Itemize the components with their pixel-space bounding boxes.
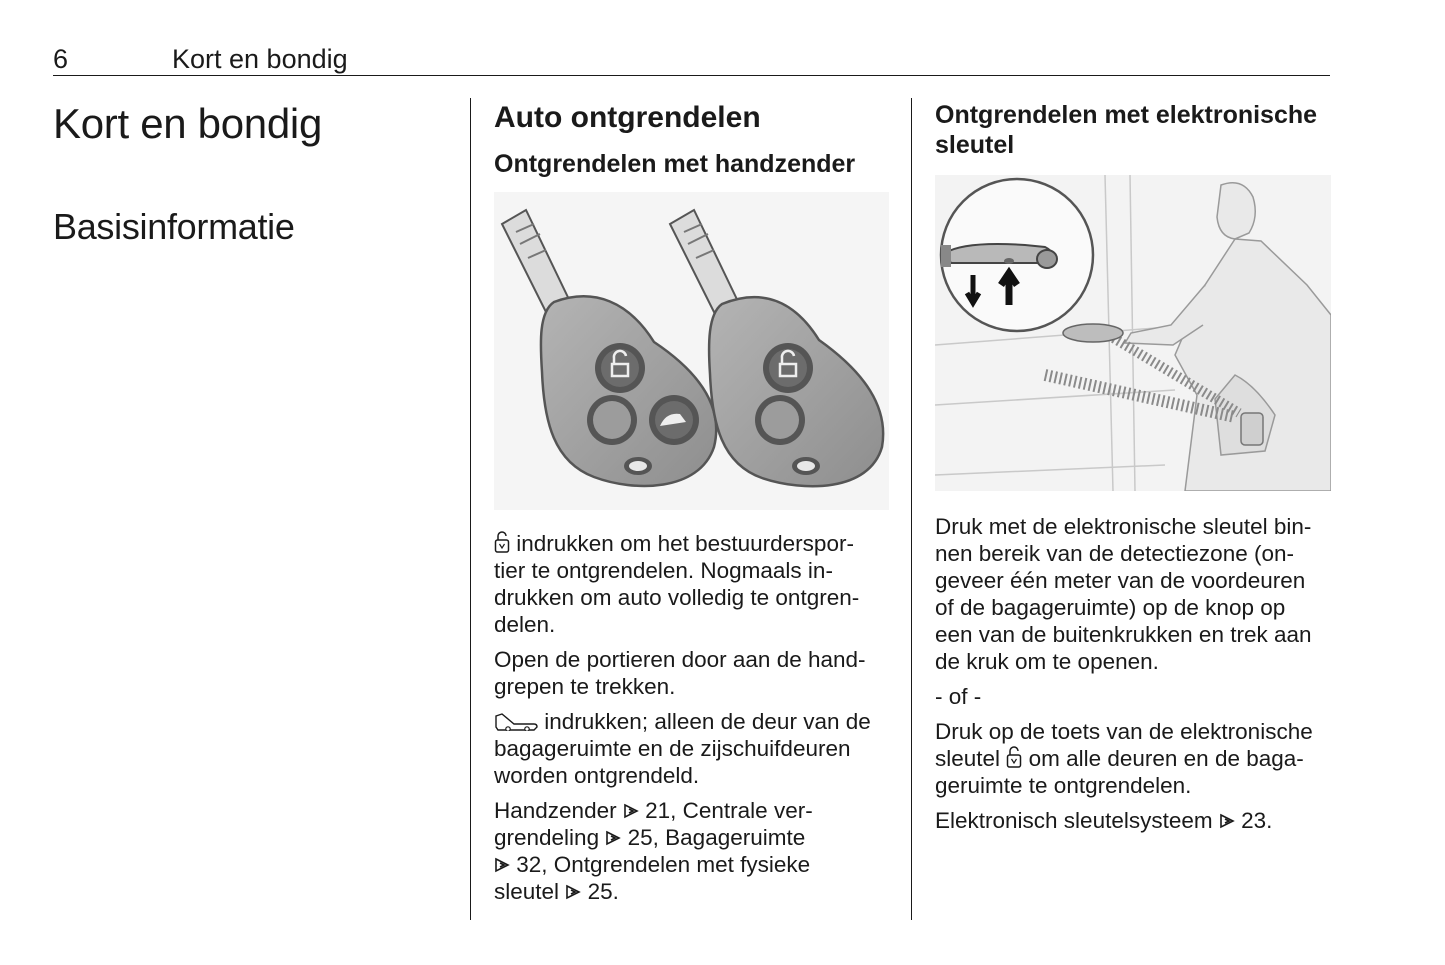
text-line: indrukken om het bestuurderspor- xyxy=(516,531,854,556)
paragraph-cargo-unlock xyxy=(494,708,894,789)
text-line: delen. xyxy=(494,612,556,637)
key-fob-right xyxy=(709,297,883,486)
paragraph-unlock-driver xyxy=(494,530,894,638)
unlock-icon xyxy=(1006,746,1022,768)
text-line: Druk met de elektronische sleutel bin- xyxy=(935,514,1312,539)
text-line: Elektronisch sleutelsysteem xyxy=(935,808,1213,833)
text-line: 21, Centrale ver- xyxy=(645,798,813,823)
text-line: sleutel xyxy=(935,746,1001,771)
text-line: bagageruimte en de zijschuifdeuren xyxy=(494,736,851,761)
paragraph-press-handle-button xyxy=(935,513,1335,675)
text-line: drukken om auto volledig te ontgren- xyxy=(494,585,860,610)
text-line: 23. xyxy=(1241,808,1273,833)
key-in-pocket xyxy=(1241,413,1263,445)
text-line: of de bagageruimte) op de knop op xyxy=(935,595,1286,620)
paragraph-open-doors xyxy=(494,646,894,700)
text-line: tier te ontgrendelen. Nogmaals in- xyxy=(494,558,833,583)
column-middle xyxy=(494,100,894,913)
inset-handle-detail xyxy=(941,179,1093,331)
header-rule xyxy=(53,75,1330,76)
text-line: grepen te trekken. xyxy=(494,674,676,699)
heading-auto-ontgrendelen: Auto ontgrendelen xyxy=(494,101,761,134)
text-line: 32, Ontgrendelen met fysieke xyxy=(516,852,811,877)
van-rear-icon xyxy=(494,711,538,731)
text-line: grendeling xyxy=(494,825,600,850)
column-divider-2 xyxy=(911,98,912,920)
text-line: Open de portieren door aan de hand- xyxy=(494,647,866,672)
heading-handzender: Ontgrendelen met handzender xyxy=(494,150,856,178)
heading-line: Ontgrendelen met elektronische xyxy=(935,101,1318,129)
paragraph-references xyxy=(494,797,894,905)
reference-arrow-icon xyxy=(605,829,621,847)
reference-arrow-icon xyxy=(494,856,510,874)
unlock-icon xyxy=(494,531,510,553)
text-line: worden ontgrendeld. xyxy=(494,763,700,788)
reference-arrow-icon xyxy=(623,802,639,820)
text-line: geveer één meter van de voordeuren xyxy=(935,568,1306,593)
figure-key-fobs xyxy=(494,192,889,510)
text-line: nen bereik van de detectiezone (on- xyxy=(935,541,1294,566)
paragraph-or: - of - xyxy=(935,684,982,709)
text-line: Handzender xyxy=(494,798,617,823)
page-number: 6 xyxy=(53,44,69,74)
key-fob-left xyxy=(541,296,716,486)
person-illustration xyxy=(1125,183,1331,491)
section-title: Basisinformatie xyxy=(53,206,295,247)
heading-line: sleutel xyxy=(935,131,1015,159)
text-line: een van de buitenkrukken en trek aan xyxy=(935,622,1312,647)
text-line: 25. xyxy=(587,879,619,904)
reference-arrow-icon xyxy=(1219,812,1235,830)
heading-electronic-key xyxy=(935,100,1335,160)
text-line: sleutel xyxy=(494,879,560,904)
column-divider-1 xyxy=(470,98,471,920)
text-line: geruimte te ontgrendelen. xyxy=(935,773,1192,798)
column-right xyxy=(935,100,1335,842)
text-line: om alle deuren en de baga- xyxy=(1028,746,1304,771)
chapter-title: Kort en bondig xyxy=(53,100,323,147)
reference-arrow-icon xyxy=(565,883,581,901)
running-header: Kort en bondig xyxy=(172,44,348,74)
door-handle xyxy=(1063,324,1123,342)
text-line: de kruk om te openen. xyxy=(935,649,1159,674)
paragraph-reference xyxy=(935,807,1335,834)
text-line: indrukken; alleen de deur van de xyxy=(544,709,871,734)
figure-electronic-key-unlock xyxy=(935,175,1331,491)
paragraph-press-key-button xyxy=(935,718,1335,799)
text-line: Druk op de toets van de elektronische xyxy=(935,719,1313,744)
text-line: 25, Bagageruimte xyxy=(627,825,806,850)
